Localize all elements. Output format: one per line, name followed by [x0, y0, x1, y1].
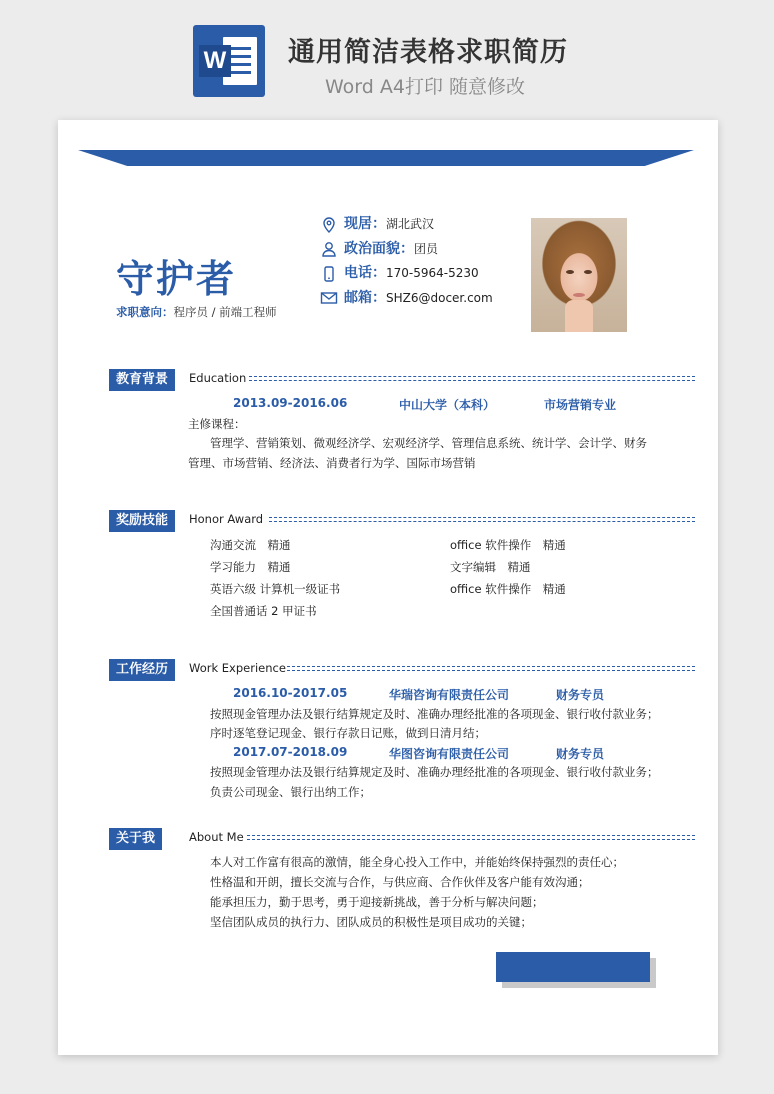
word-logo-icon [193, 25, 265, 97]
edu-courses-line: 管理学、营销策划、微观经济学、宏观经济学、管理信息系统、统计学、会计学、财务 [210, 436, 647, 450]
about-line: 坚信团队成员的执行力、团队成员的积极性是项目成功的关键； [210, 915, 532, 929]
about-en: About Me [189, 830, 244, 844]
mail-icon [320, 290, 338, 306]
contact-info [320, 212, 493, 310]
candidate-name: 守护者 [116, 257, 237, 301]
section-divider [287, 666, 695, 671]
job-intent-label: 求职意向： [116, 305, 174, 319]
contact-label: 邮箱： [344, 289, 386, 306]
work-en: Work Experience [189, 661, 286, 675]
phone-icon [320, 266, 338, 282]
contact-row-mail [320, 286, 493, 311]
profile-photo [531, 218, 627, 332]
contact-value: 湖北武汉 [386, 217, 435, 231]
section-divider [249, 376, 695, 381]
honor-item: 英语六级 计算机一级证书 [210, 582, 341, 596]
contact-value: 170-5964-5230 [386, 266, 479, 280]
job-period: 2017.07-2018.09 [233, 745, 348, 759]
honor-tag: 奖励技能 [109, 510, 175, 532]
contact-row-phone [320, 261, 493, 286]
footer-decoration-block [496, 952, 650, 982]
banner-subtitle: Word A4打印 随意修改 [325, 76, 526, 98]
job-desc: 序时逐笔登记现金、银行存款日记账，做到日清月结； [210, 726, 486, 740]
contact-value: SHZ6@docer.com [386, 290, 493, 305]
job-title: 财务专员 [556, 747, 605, 761]
contact-row-location [320, 212, 493, 237]
edu-courses-label: 主修课程： [188, 417, 246, 431]
section-divider [269, 517, 695, 522]
edu-period: 2013.09-2016.06 [233, 396, 348, 410]
resume-page [58, 120, 718, 1055]
job-company: 华瑞咨询有限责任公司 [389, 688, 510, 702]
edu-major: 市场营销专业 [544, 398, 617, 412]
honor-item: office 软件操作 精通 [450, 582, 566, 596]
about-tag: 关于我 [109, 828, 162, 850]
job-desc: 负责公司现金、银行出纳工作； [210, 785, 371, 799]
work-section [109, 659, 669, 809]
work-tag: 工作经历 [109, 659, 175, 681]
contact-label: 电话： [344, 265, 386, 281]
contact-label: 现居： [344, 216, 386, 232]
honor-item: office 软件操作 精通 [450, 538, 566, 552]
contact-row-politics [320, 237, 493, 262]
word-letter: W [199, 45, 231, 77]
edu-courses-line: 管理、市场营销、经济法、消费者行为学、国际市场营销 [188, 456, 476, 470]
person-icon [320, 241, 338, 257]
about-line: 性格温和开朗，擅长交流与合作，与供应商、合作伙伴及客户能有效沟通； [210, 875, 590, 889]
job-desc: 按照现金管理办法及银行结算规定及时、准确办理经批准的各项现金、银行收付款业务； [210, 765, 659, 779]
job-intent [116, 304, 277, 320]
education-en: Education [189, 371, 247, 385]
job-desc: 按照现金管理办法及银行结算规定及时、准确办理经批准的各项现金、银行收付款业务； [210, 707, 659, 721]
header-bar [78, 150, 694, 166]
about-section [109, 828, 669, 938]
honor-section [109, 510, 669, 625]
about-line: 能承担压力，勤于思考，勇于迎接新挑战，善于分析与解决问题； [210, 895, 544, 909]
contact-value: 团员 [414, 241, 439, 256]
education-section [109, 369, 669, 479]
education-tag: 教育背景 [109, 369, 175, 391]
job-company: 华图咨询有限责任公司 [389, 747, 510, 761]
section-divider [247, 835, 695, 840]
edu-school: 中山大学（本科） [399, 398, 496, 412]
location-icon [320, 217, 338, 233]
honor-en: Honor Award [189, 512, 264, 526]
banner [0, 0, 774, 110]
honor-item: 文字编辑 精通 [450, 560, 531, 574]
honor-item: 全国普通话 2 甲证书 [210, 604, 317, 618]
honor-item: 沟通交流 精通 [210, 538, 291, 552]
job-period: 2016.10-2017.05 [233, 686, 348, 700]
job-title: 财务专员 [556, 688, 605, 702]
about-line: 本人对工作富有很高的激情，能全身心投入工作中，并能始终保持强烈的责任心； [210, 855, 624, 869]
contact-label: 政治面貌： [344, 240, 414, 257]
job-intent-value: 程序员 / 前端工程师 [173, 305, 277, 319]
banner-title: 通用简洁表格求职简历 [288, 37, 568, 68]
honor-item: 学习能力 精通 [210, 560, 291, 574]
